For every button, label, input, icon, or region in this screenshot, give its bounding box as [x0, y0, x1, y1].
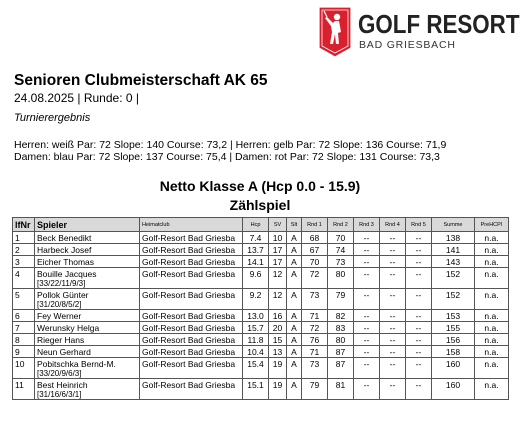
cell-nr: 9 — [13, 346, 35, 358]
col-summe: Summe — [432, 218, 475, 232]
cell-rnd1: 72 — [302, 268, 328, 289]
cell-rnd3: -- — [354, 289, 380, 310]
cell-hcp: 11.8 — [243, 334, 269, 346]
player-stats: [31/20/8/5/2] — [37, 300, 82, 309]
table-row — [13, 322, 509, 334]
cell-nr: 2 — [13, 244, 35, 256]
golf-resort-logo — [318, 6, 518, 64]
player-stats: [33/22/11/9/3] — [37, 279, 86, 288]
course-info-men: Herren: weiß Par: 72 Slope: 140 Course: 73,2 | Herren: gelb Par: 72 Slope: 136 Course: 71,9 — [14, 139, 447, 151]
cell-summe: 138 — [432, 232, 475, 244]
class-title: Netto Klasse A (Hcp 0.0 - 15.9) — [159, 178, 361, 194]
col-rnd3: Rnd 3 — [354, 218, 380, 232]
cell-spieler — [35, 244, 140, 256]
table-row — [13, 289, 509, 310]
cell-heimatclub: Golf-Resort Bad Griesba — [140, 268, 243, 289]
course-info-women: Damen: blau Par: 72 Slope: 137 Course: 75,4 | Damen: rot Par: 72 Slope: 131 Course: 73,3 — [14, 151, 440, 163]
table-row — [13, 232, 509, 244]
cell-heimatclub: Golf-Resort Bad Griesba — [140, 379, 243, 400]
cell-rnd2: 74 — [328, 244, 354, 256]
cell-rnd5: -- — [406, 322, 432, 334]
col-rnd2: Rnd 2 — [328, 218, 354, 232]
col-sit: Slt — [287, 218, 302, 232]
date-round-line: 24.08.2025 | Runde: 0 | — [14, 91, 139, 105]
cell-rnd4: -- — [380, 379, 406, 400]
cell-sit: A — [287, 334, 302, 346]
player-name: Harbeck Josef — [37, 245, 92, 255]
cell-rnd3: -- — [354, 244, 380, 256]
cell-sv: 20 — [269, 322, 287, 334]
cell-sit: A — [287, 232, 302, 244]
cell-rnd5: -- — [406, 379, 432, 400]
cell-rnd2: 80 — [328, 334, 354, 346]
cell-rnd1: 70 — [302, 256, 328, 268]
player-name: Pobitschka Bernd-M. — [37, 359, 116, 369]
results-table — [12, 217, 509, 400]
cell-prehcpi: n.a. — [475, 268, 509, 289]
table-row — [13, 379, 509, 400]
cell-hcp: 15.1 — [243, 379, 269, 400]
col-rnd5: Rnd 5 — [406, 218, 432, 232]
cell-rnd2: 79 — [328, 289, 354, 310]
cell-rnd2: 80 — [328, 268, 354, 289]
cell-sit: A — [287, 289, 302, 310]
cell-rnd1: 73 — [302, 289, 328, 310]
cell-hcp: 9.2 — [243, 289, 269, 310]
col-spieler: Spieler — [35, 218, 140, 232]
cell-sv: 17 — [269, 256, 287, 268]
cell-hcp: 10.4 — [243, 346, 269, 358]
cell-rnd2: 87 — [328, 358, 354, 379]
cell-sv: 10 — [269, 232, 287, 244]
col-hcp: Hcp — [243, 218, 269, 232]
col-lfnr: lfNr — [13, 218, 35, 232]
cell-hcp: 14.1 — [243, 256, 269, 268]
cell-rnd1: 76 — [302, 334, 328, 346]
cell-heimatclub: Golf-Resort Bad Griesba — [140, 334, 243, 346]
cell-rnd1: 72 — [302, 322, 328, 334]
cell-hcp: 15.7 — [243, 322, 269, 334]
cell-prehcpi: n.a. — [475, 334, 509, 346]
cell-sit: A — [287, 244, 302, 256]
cell-summe: 143 — [432, 256, 475, 268]
tournament-title: Senioren Clubmeisterschaft AK 65 — [14, 72, 268, 89]
cell-rnd2: 87 — [328, 346, 354, 358]
cell-prehcpi: n.a. — [475, 346, 509, 358]
table-row — [13, 256, 509, 268]
cell-sv: 16 — [269, 310, 287, 322]
cell-summe: 141 — [432, 244, 475, 256]
cell-heimatclub: Golf-Resort Bad Griesba — [140, 346, 243, 358]
cell-heimatclub: Golf-Resort Bad Griesba — [140, 232, 243, 244]
player-name: Pollok Günter — [37, 290, 89, 300]
cell-rnd3: -- — [354, 379, 380, 400]
cell-sit: A — [287, 268, 302, 289]
cell-rnd3: -- — [354, 268, 380, 289]
cell-rnd5: -- — [406, 334, 432, 346]
player-name: Fey Werner — [37, 311, 82, 321]
col-heimatclub: Heimatclub — [140, 218, 243, 232]
cell-rnd4: -- — [380, 310, 406, 322]
table-row — [13, 334, 509, 346]
cell-rnd1: 71 — [302, 310, 328, 322]
table-row — [13, 346, 509, 358]
cell-prehcpi: n.a. — [475, 310, 509, 322]
cell-rnd4: -- — [380, 232, 406, 244]
cell-summe: 152 — [432, 289, 475, 310]
cell-prehcpi: n.a. — [475, 358, 509, 379]
cell-summe: 155 — [432, 322, 475, 334]
cell-spieler — [35, 334, 140, 346]
cell-spieler — [35, 346, 140, 358]
cell-nr: 7 — [13, 322, 35, 334]
cell-hcp: 15.4 — [243, 358, 269, 379]
cell-heimatclub: Golf-Resort Bad Griesba — [140, 289, 243, 310]
cell-rnd1: 79 — [302, 379, 328, 400]
cell-nr: 4 — [13, 268, 35, 289]
cell-sit: A — [287, 310, 302, 322]
player-name: Rieger Hans — [37, 335, 85, 345]
cell-heimatclub: Golf-Resort Bad Griesba — [140, 322, 243, 334]
cell-rnd3: -- — [354, 334, 380, 346]
player-name: Bouille Jacques — [37, 269, 97, 279]
cell-nr: 10 — [13, 358, 35, 379]
cell-prehcpi: n.a. — [475, 256, 509, 268]
cell-nr: 1 — [13, 232, 35, 244]
cell-rnd4: -- — [380, 334, 406, 346]
cell-summe: 153 — [432, 310, 475, 322]
player-name: Best Heinrich — [37, 380, 88, 390]
player-name: Eicher Thomas — [37, 257, 95, 267]
cell-sv: 15 — [269, 334, 287, 346]
cell-sv: 17 — [269, 244, 287, 256]
cell-prehcpi: n.a. — [475, 244, 509, 256]
cell-prehcpi: n.a. — [475, 232, 509, 244]
cell-hcp: 9.6 — [243, 268, 269, 289]
cell-rnd4: -- — [380, 322, 406, 334]
cell-rnd1: 73 — [302, 358, 328, 379]
cell-rnd5: -- — [406, 232, 432, 244]
cell-hcp: 7.4 — [243, 232, 269, 244]
cell-rnd3: -- — [354, 256, 380, 268]
cell-rnd4: -- — [380, 346, 406, 358]
cell-hcp: 13.7 — [243, 244, 269, 256]
cell-heimatclub: Golf-Resort Bad Griesba — [140, 256, 243, 268]
cell-rnd5: -- — [406, 256, 432, 268]
cell-rnd3: -- — [354, 322, 380, 334]
cell-sit: A — [287, 346, 302, 358]
cell-rnd3: -- — [354, 358, 380, 379]
table-row — [13, 358, 509, 379]
cell-rnd4: -- — [380, 268, 406, 289]
cell-nr: 3 — [13, 256, 35, 268]
cell-sv: 13 — [269, 346, 287, 358]
player-stats: [31/16/6/3/1] — [37, 390, 82, 399]
player-name: Beck Benedikt — [37, 233, 92, 243]
cell-rnd2: 70 — [328, 232, 354, 244]
cell-rnd5: -- — [406, 289, 432, 310]
cell-rnd4: -- — [380, 244, 406, 256]
cell-spieler — [35, 322, 140, 334]
logo-subtitle: BAD GRIESBACH — [359, 39, 456, 51]
cell-prehcpi: n.a. — [475, 379, 509, 400]
cell-heimatclub: Golf-Resort Bad Griesba — [140, 358, 243, 379]
cell-rnd3: -- — [354, 232, 380, 244]
cell-spieler — [35, 310, 140, 322]
col-rnd4: Rnd 4 — [380, 218, 406, 232]
cell-summe: 156 — [432, 334, 475, 346]
cell-summe: 158 — [432, 346, 475, 358]
cell-nr: 5 — [13, 289, 35, 310]
cell-spieler — [35, 289, 140, 310]
cell-rnd2: 82 — [328, 310, 354, 322]
cell-sit: A — [287, 322, 302, 334]
cell-nr: 8 — [13, 334, 35, 346]
table-row — [13, 244, 509, 256]
cell-sit: A — [287, 379, 302, 400]
col-sv: SV — [269, 218, 287, 232]
cell-sit: A — [287, 358, 302, 379]
player-name: Werunsky Helga — [37, 323, 100, 333]
player-stats: [33/20/9/6/3] — [37, 369, 82, 378]
cell-spieler — [35, 268, 140, 289]
table-row — [13, 310, 509, 322]
result-label: Turnierergebnis — [14, 112, 91, 124]
cell-spieler — [35, 358, 140, 379]
cell-rnd1: 67 — [302, 244, 328, 256]
cell-rnd5: -- — [406, 268, 432, 289]
cell-rnd1: 68 — [302, 232, 328, 244]
cell-prehcpi: n.a. — [475, 322, 509, 334]
table-row — [13, 268, 509, 289]
cell-spieler — [35, 232, 140, 244]
cell-sit: A — [287, 256, 302, 268]
cell-nr: 11 — [13, 379, 35, 400]
cell-rnd5: -- — [406, 346, 432, 358]
cell-rnd3: -- — [354, 346, 380, 358]
cell-nr: 6 — [13, 310, 35, 322]
golfer-badge-icon — [318, 6, 352, 58]
cell-summe: 152 — [432, 268, 475, 289]
cell-rnd4: -- — [380, 256, 406, 268]
player-name: Neun Gerhard — [37, 347, 91, 357]
cell-prehcpi: n.a. — [475, 289, 509, 310]
cell-spieler — [35, 256, 140, 268]
cell-rnd2: 81 — [328, 379, 354, 400]
cell-rnd1: 71 — [302, 346, 328, 358]
cell-rnd2: 83 — [328, 322, 354, 334]
cell-heimatclub: Golf-Resort Bad Griesba — [140, 244, 243, 256]
mode-title: Zählspiel — [229, 197, 291, 213]
cell-spieler — [35, 379, 140, 400]
cell-sv: 12 — [269, 268, 287, 289]
cell-rnd5: -- — [406, 310, 432, 322]
table-header-row — [13, 218, 509, 232]
cell-heimatclub: Golf-Resort Bad Griesba — [140, 310, 243, 322]
cell-rnd2: 73 — [328, 256, 354, 268]
col-rnd1: Rnd 1 — [302, 218, 328, 232]
cell-rnd4: -- — [380, 289, 406, 310]
cell-summe: 160 — [432, 358, 475, 379]
cell-rnd3: -- — [354, 310, 380, 322]
cell-rnd5: -- — [406, 358, 432, 379]
cell-sv: 19 — [269, 358, 287, 379]
cell-rnd4: -- — [380, 358, 406, 379]
cell-sv: 19 — [269, 379, 287, 400]
cell-rnd5: -- — [406, 244, 432, 256]
cell-hcp: 13.0 — [243, 310, 269, 322]
cell-summe: 160 — [432, 379, 475, 400]
logo-title: GOLF RESORT — [358, 9, 520, 39]
col-prehcpi: PreHCPI — [475, 218, 509, 232]
cell-sv: 12 — [269, 289, 287, 310]
